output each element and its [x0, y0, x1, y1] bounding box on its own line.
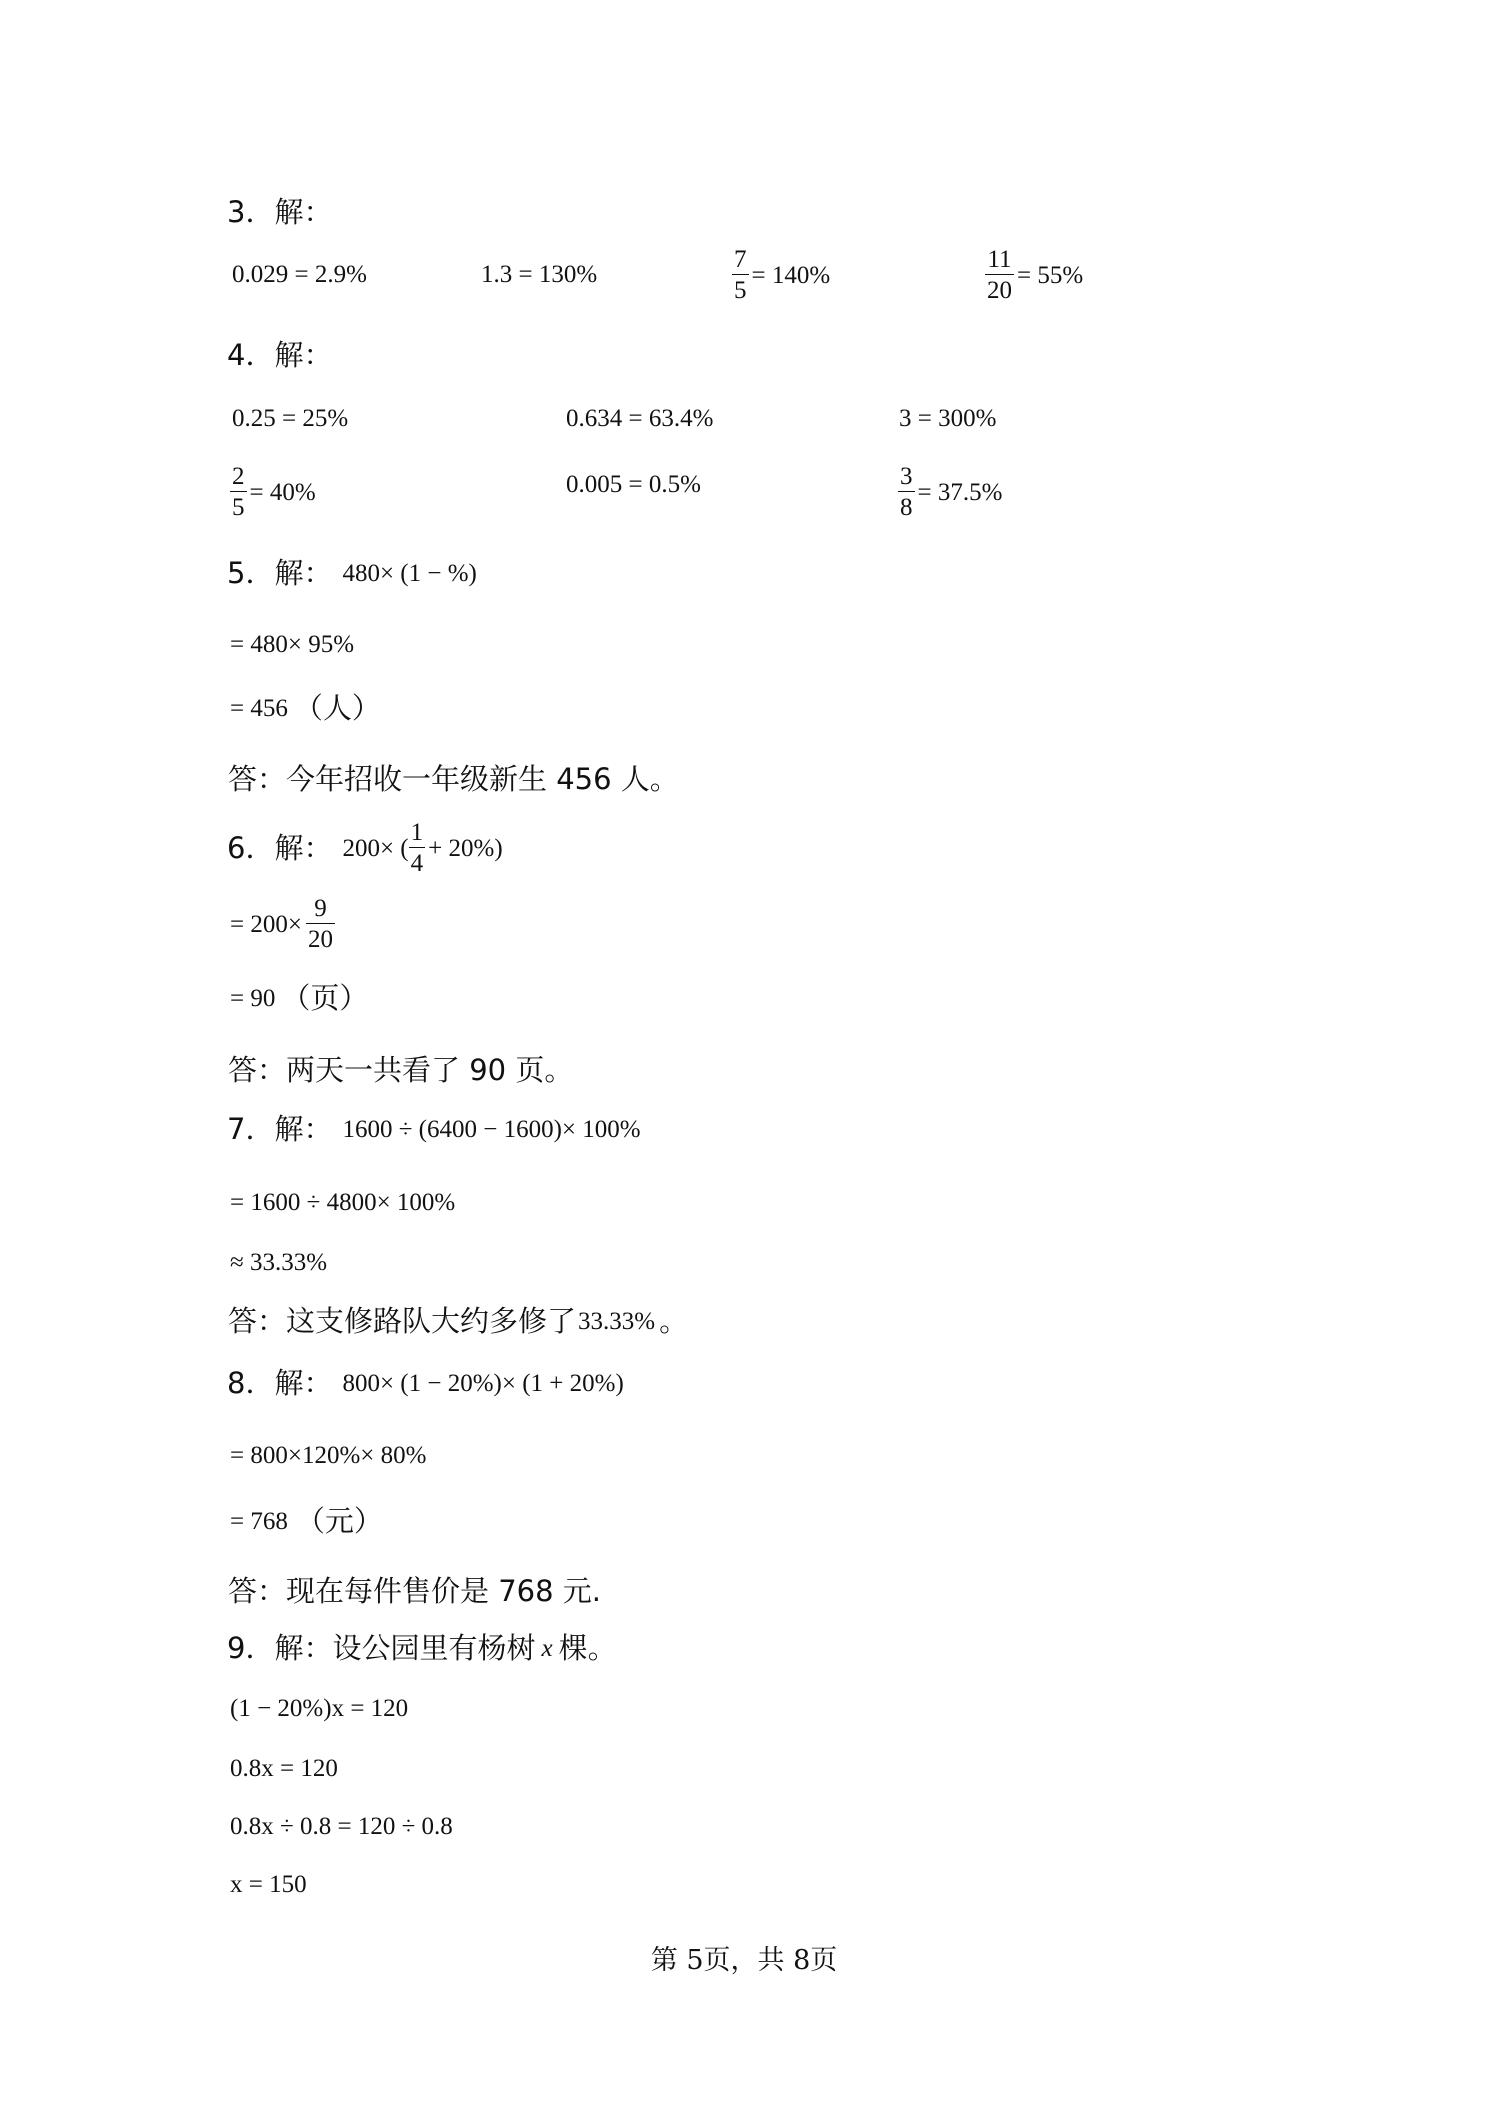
q8-unit: （元） — [295, 1504, 383, 1538]
q5-unit: （人） — [293, 691, 381, 725]
q8-step-1: = 800×120%× 80% — [230, 1442, 427, 1469]
q6-step-1: = 200× $\frac{9}{20}$ — [230, 895, 333, 953]
q9-line-4: x = 150 — [230, 1871, 307, 1898]
q4-row2-item-2: 0.005 = 0.5% — [566, 471, 701, 498]
q5-step-2: = 456 （人） — [230, 691, 381, 725]
q9-line-2: 0.8x = 120 — [230, 1755, 338, 1782]
q3-label: 3．解： — [227, 195, 333, 229]
fraction: $\frac{9}{20}$ — [307, 895, 333, 953]
q5-expression: 480× (1 − %) — [342, 560, 477, 587]
q4-label: 4．解： — [227, 338, 333, 372]
q7-step-1: = 1600 ÷ 4800× 100% — [230, 1189, 456, 1216]
q6-unit: （页） — [281, 981, 369, 1015]
q5-answer: 答：今年招收一年级新生 456 人。 — [228, 762, 679, 796]
q6-answer: 答：两天一共看了 90 页。 — [228, 1053, 574, 1087]
fraction: $\frac{11}{20}$ — [987, 246, 1012, 304]
q6-expression: 200× ( $\frac{1}{4}$ + 20%) — [342, 819, 503, 877]
q6-heading: 6．解： 200× ( $\frac{1}{4}$ + 20%) — [227, 819, 503, 877]
q6-step-2: = 90 （页） — [230, 981, 369, 1015]
q4-row2-item-1: $\frac{2}{5}$ = 40% — [232, 463, 316, 521]
q8-heading: 8．解： 800× (1 − 20%)× (1 + 20%) — [227, 1366, 624, 1400]
q3-item-4: $\frac{11}{20}$ = 55% — [987, 246, 1084, 304]
q9-line-3: 0.8x ÷ 0.8 = 120 ÷ 0.8 — [230, 1813, 453, 1840]
page-footer: 第 5页，共 8页 — [650, 1945, 838, 1976]
q9-line-1: (1 − 20%)x = 120 — [230, 1695, 409, 1722]
q8-expression: 800× (1 − 20%)× (1 + 20%) — [342, 1370, 624, 1397]
q4-row1-item-3: 3 = 300% — [899, 405, 997, 432]
fraction: $\frac{3}{8}$ — [900, 463, 913, 521]
q7-expression: 1600 ÷ (6400 − 1600)× 100% — [342, 1116, 641, 1143]
q7-answer: 答：这支修路队大约多修了 33.33% 。 — [228, 1304, 689, 1338]
fraction: $\frac{7}{5}$ — [734, 246, 747, 304]
q7-heading: 7．解： 1600 ÷ (6400 − 1600)× 100% — [227, 1112, 641, 1146]
q5-heading: 5．解： 480× (1 − %) — [227, 556, 477, 590]
q5-step-1: = 480× 95% — [230, 631, 355, 658]
fraction: $\frac{1}{4}$ — [410, 819, 424, 877]
q4-row1-item-2: 0.634 = 63.4% — [566, 405, 714, 432]
fraction: $\frac{2}{5}$ — [232, 463, 245, 521]
q8-answer: 答：现在每件售价是 768 元. — [228, 1574, 602, 1608]
q3-item-1: 0.029 = 2.9% — [232, 261, 367, 288]
q7-step-2: ≈ 33.33% — [230, 1249, 328, 1276]
q3-item-2: 1.3 = 130% — [481, 261, 598, 288]
q9-heading: 9．解：设公园里有杨树 x 棵。 — [227, 1631, 617, 1665]
q4-row2-item-3: $\frac{3}{8}$ = 37.5% — [900, 463, 1003, 521]
q9-variable: x — [541, 1635, 553, 1662]
q8-step-2: = 768 （元） — [230, 1504, 383, 1538]
q4-row1-item-1: 0.25 = 25% — [232, 405, 349, 432]
q3-item-3: $\frac{7}{5}$ = 140% — [734, 246, 831, 304]
